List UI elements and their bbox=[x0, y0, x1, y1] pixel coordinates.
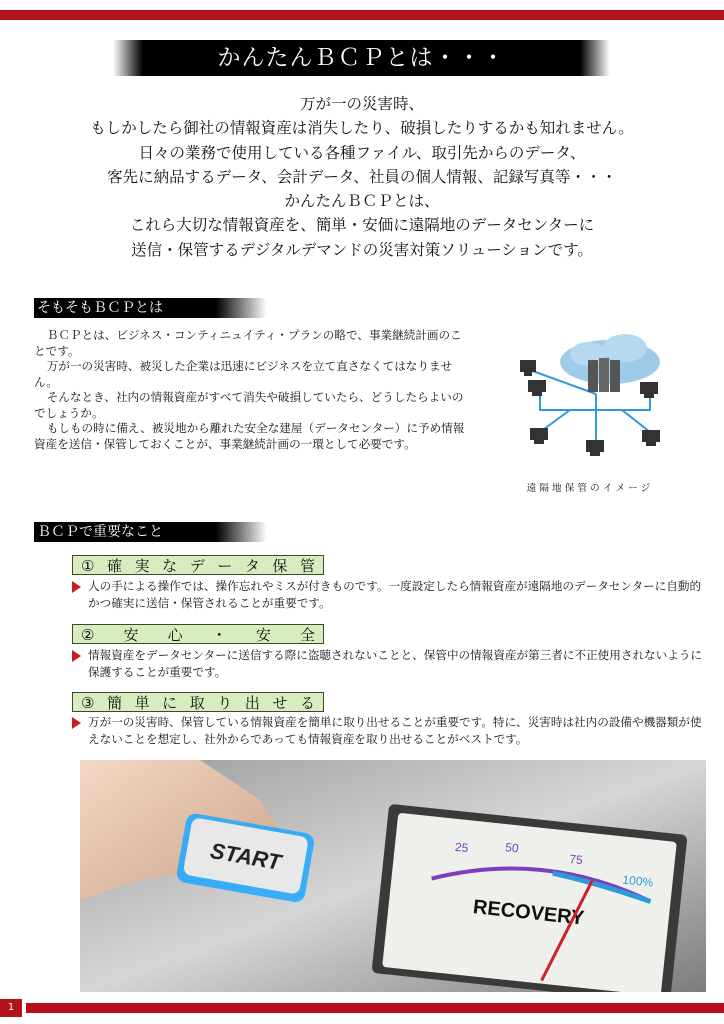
section-body-what-is-bcp bbox=[34, 328, 472, 452]
diagram-caption: 遠隔地保管のイメージ bbox=[526, 483, 654, 494]
point-char: 心 bbox=[167, 626, 183, 644]
intro-line: 万が一の災害時、 bbox=[299, 95, 424, 113]
intro-line: 送信・保管するデジタルデマンドの災害対策ソリューションです。 bbox=[131, 240, 593, 259]
point-char: 単 bbox=[134, 694, 150, 712]
gauge-tick: 100% bbox=[621, 872, 654, 890]
point-char: 安 bbox=[255, 626, 271, 644]
point-char: 確 bbox=[107, 557, 123, 575]
point-text: 情報資産をデータセンターに送信する際に盗聴されないことと、保管中の情報資産が第三者に不正使用されないように保護することが重要です。 bbox=[88, 648, 703, 679]
point-char: に bbox=[162, 694, 178, 712]
point-char: 安 bbox=[123, 626, 139, 644]
start-recovery-photo bbox=[80, 760, 706, 992]
point-char: 取 bbox=[189, 694, 205, 712]
point-text-reliable-storage bbox=[72, 578, 704, 611]
recovery-gauge bbox=[371, 804, 687, 992]
point-char: る bbox=[299, 694, 315, 712]
point-text-safety bbox=[72, 647, 704, 680]
point-heading-safety bbox=[72, 624, 324, 644]
point-char: ② bbox=[81, 626, 95, 644]
point-char: ・ bbox=[211, 626, 227, 644]
point-char: り bbox=[217, 694, 233, 712]
gauge-label: RECOVERY bbox=[471, 896, 586, 930]
start-label: START bbox=[208, 837, 283, 875]
point-char: ③ bbox=[81, 694, 95, 712]
page-title: かんたんＢＣＰとは・・・ bbox=[113, 40, 610, 76]
gauge-tick: 25 bbox=[454, 839, 470, 856]
gauge-tick: 75 bbox=[568, 851, 584, 868]
bullet-triangle-icon bbox=[72, 717, 81, 729]
paragraph: 万が一の災害時、被災した企業は迅速にビジネスを立て直さなくてはなりません。 bbox=[34, 359, 453, 389]
bottom-accent-bar bbox=[26, 1003, 724, 1013]
intro-line: 客先に納品するデータ、会計データ、社員の個人情報、記録写真等・・・ bbox=[107, 167, 617, 186]
paragraph: もしもの時に備え、被災地から離れた安全な建屋（データセンター）に予め情報資産を送信・保管しておくことが、事業継続計画の一環として必要です。 bbox=[34, 421, 465, 451]
gauge-tick: 50 bbox=[504, 840, 520, 856]
point-char: ー bbox=[217, 557, 233, 575]
section-heading-what-is-bcp: そもそもＢＣＰとは bbox=[34, 298, 267, 318]
paragraph: ＢＣＰとは、ビジネス・コンティニュイティ・プランの略で、事業継続計画のことです。 bbox=[34, 328, 462, 358]
point-char: 実 bbox=[134, 557, 150, 575]
point-text: 人の手による操作では、操作忘れやミスが付きものです。一度設定したら情報資産が遠隔地のデータセンターに自動的かつ確実に送信・保管されることが重要です。 bbox=[88, 579, 702, 610]
remote-storage-diagram bbox=[500, 332, 692, 466]
bullet-triangle-icon bbox=[72, 581, 81, 593]
server-icon bbox=[588, 358, 620, 392]
bullet-triangle-icon bbox=[72, 650, 81, 662]
point-char: 管 bbox=[299, 557, 315, 575]
point-text-easy-retrieval bbox=[72, 714, 704, 747]
point-char: デ bbox=[189, 557, 205, 575]
intro-line: 日々の業務で使用している各種ファイル、取引先からのデータ、 bbox=[138, 143, 586, 162]
point-char: タ bbox=[244, 557, 260, 575]
point-char: ① bbox=[81, 557, 95, 575]
section-heading-important: ＢＣＰで重要なこと bbox=[34, 522, 267, 542]
intro-line: かんたんＢＣＰとは、 bbox=[284, 192, 440, 211]
point-char: せ bbox=[272, 694, 288, 712]
point-char: 全 bbox=[299, 626, 315, 644]
intro-line: もしかしたら御社の情報資産は消失したり、破損したりするかも知れません。 bbox=[90, 119, 634, 138]
point-heading-reliable-storage bbox=[72, 555, 324, 575]
point-heading-easy-retrieval bbox=[72, 692, 324, 712]
intro-line: これら大切な情報資産を、簡単・安価に遠隔地のデータセンターに bbox=[129, 216, 595, 235]
point-char: 出 bbox=[244, 694, 260, 712]
paragraph: そんなとき、社内の情報資産がすべて消失や破損していたら、どうしたらよいのでしょうか。 bbox=[34, 390, 464, 420]
top-accent-bar bbox=[0, 10, 724, 20]
point-char: 保 bbox=[272, 557, 288, 575]
point-text: 万が一の災害時、保管している情報資産を簡単に取り出せることが重要です。特に、災害時は社内の設備や機器類が使えないことを想定し、社外からであっても情報資産を取り出せることがベストです。 bbox=[88, 715, 702, 746]
intro-text bbox=[30, 92, 694, 262]
point-char: 簡 bbox=[107, 694, 123, 712]
page-number: 1 bbox=[0, 999, 22, 1017]
point-char: な bbox=[162, 557, 178, 575]
